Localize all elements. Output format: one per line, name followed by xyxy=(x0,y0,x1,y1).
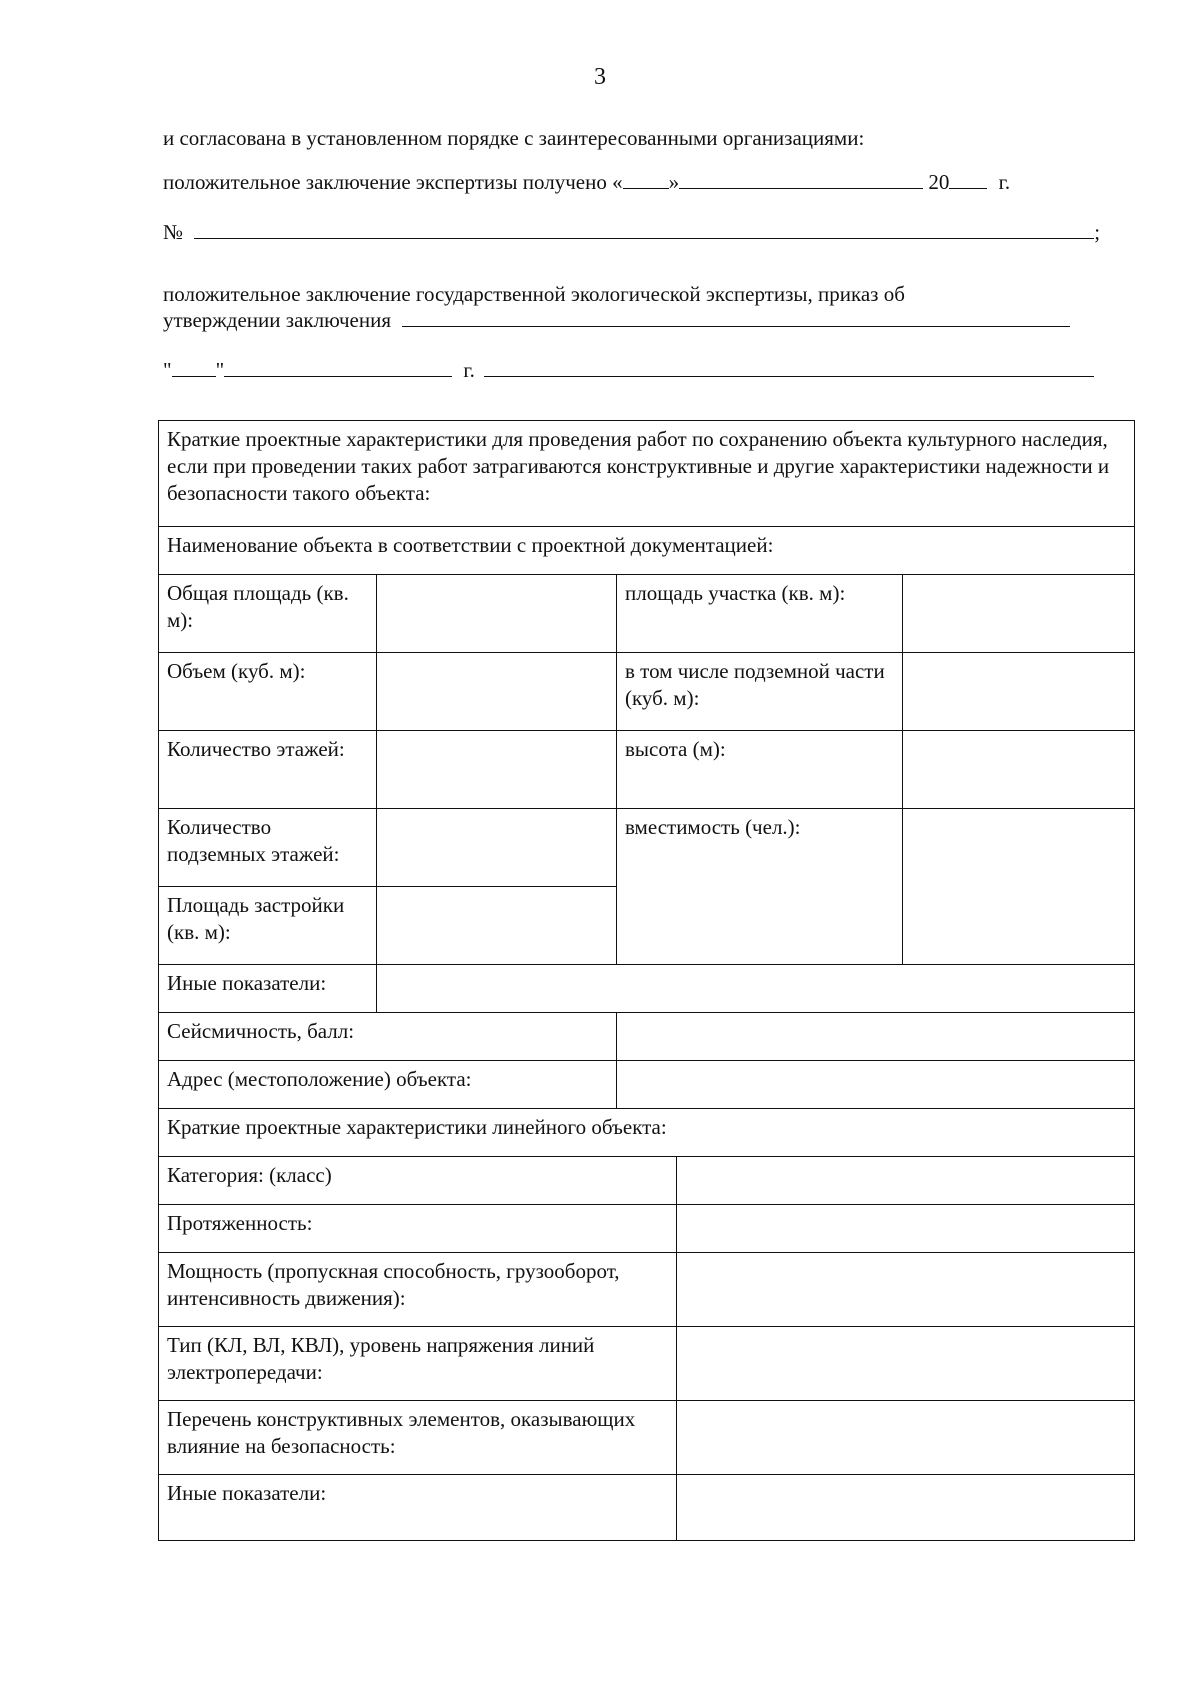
volume-label: Объем (куб. м): xyxy=(159,653,377,731)
date-month-field[interactable] xyxy=(224,356,452,377)
eco-expertise-line1: положительное заключение государственной экологической экспертизы, приказ об xyxy=(163,282,905,306)
total-area-label: Общая площадь (кв. м): xyxy=(159,575,377,653)
line-type-label: Тип (КЛ, ВЛ, КВЛ), уровень напряжения линий электропередачи: xyxy=(159,1327,677,1401)
date-extra-field[interactable] xyxy=(484,356,1094,377)
expertise-day-field[interactable] xyxy=(623,168,669,189)
object-name-label: Наименование объекта в соответствии с проектной документацией: xyxy=(159,527,1135,575)
underground-volume-label: в том числе подземной части (куб. м): xyxy=(617,653,903,731)
number-sign: № xyxy=(163,220,184,244)
other-indicators-value[interactable] xyxy=(377,965,1135,1013)
floors-value[interactable] xyxy=(377,731,617,809)
power-label: Мощность (пропускная способность, грузооборот, интенсивность движения): xyxy=(159,1253,677,1327)
heritage-characteristics-header: Краткие проектные характеристики для проведения работ по сохранению объекта культурного наследия, если при проведении таких работ затрагиваются конструктивные и другие характеристики надежности и безопасности такого объекта: xyxy=(159,421,1135,527)
underground-floors-label: Количество подземных этажей: xyxy=(159,809,377,887)
date-line: " " г. xyxy=(163,356,1094,384)
category-value[interactable] xyxy=(677,1157,1135,1205)
structural-elements-value[interactable] xyxy=(677,1401,1135,1475)
building-area-label: Площадь застройки (кв. м): xyxy=(159,887,377,965)
linear-object-header: Краткие проектные характеристики линейного объекта: xyxy=(159,1109,1135,1157)
page-number: 3 xyxy=(594,64,606,90)
project-characteristics-table xyxy=(158,420,1135,1541)
expertise-line: положительное заключение экспертизы получено « » 20 г. xyxy=(163,170,1011,194)
plot-area-value[interactable] xyxy=(903,575,1135,653)
height-value[interactable] xyxy=(903,731,1135,809)
date-day-field[interactable] xyxy=(172,356,216,377)
seismicity-value[interactable] xyxy=(617,1013,1135,1061)
power-value[interactable] xyxy=(677,1253,1135,1327)
seismicity-label: Сейсмичность, балл: xyxy=(159,1013,617,1061)
linear-other-indicators-value[interactable] xyxy=(677,1475,1135,1541)
expertise-year-field[interactable] xyxy=(949,168,987,189)
category-label: Категория: (класс) xyxy=(159,1157,677,1205)
total-area-value[interactable] xyxy=(377,575,617,653)
intro-line-agreed: и согласована в установленном порядке с заинтересованными организациями: xyxy=(163,126,865,150)
underground-volume-value[interactable] xyxy=(903,653,1135,731)
plot-area-label: площадь участка (кв. м): xyxy=(617,575,903,653)
number-field[interactable] xyxy=(194,218,1094,239)
linear-other-indicators-label: Иные показатели: xyxy=(159,1475,677,1541)
expertise-label: положительное заключение экспертизы получено xyxy=(163,170,607,194)
underground-floors-value[interactable] xyxy=(377,809,617,887)
length-label: Протяженность: xyxy=(159,1205,677,1253)
length-value[interactable] xyxy=(677,1205,1135,1253)
address-label: Адрес (местоположение) объекта: xyxy=(159,1061,617,1109)
address-value[interactable] xyxy=(617,1061,1135,1109)
eco-expertise-line2: утверждении заключения xyxy=(163,306,1070,334)
capacity-value[interactable] xyxy=(903,809,1135,965)
capacity-label: вместимость (чел.): xyxy=(617,809,903,965)
expertise-month-field[interactable] xyxy=(679,168,923,189)
other-indicators-label: Иные показатели: xyxy=(159,965,377,1013)
floors-label: Количество этажей: xyxy=(159,731,377,809)
height-label: высота (м): xyxy=(617,731,903,809)
volume-value[interactable] xyxy=(377,653,617,731)
number-line: № ; xyxy=(163,220,1101,244)
building-area-value[interactable] xyxy=(377,887,617,965)
structural-elements-label: Перечень конструктивных элементов, оказывающих влияние на безопасность: xyxy=(159,1401,677,1475)
eco-approval-field[interactable] xyxy=(402,306,1070,327)
line-type-value[interactable] xyxy=(677,1327,1135,1401)
